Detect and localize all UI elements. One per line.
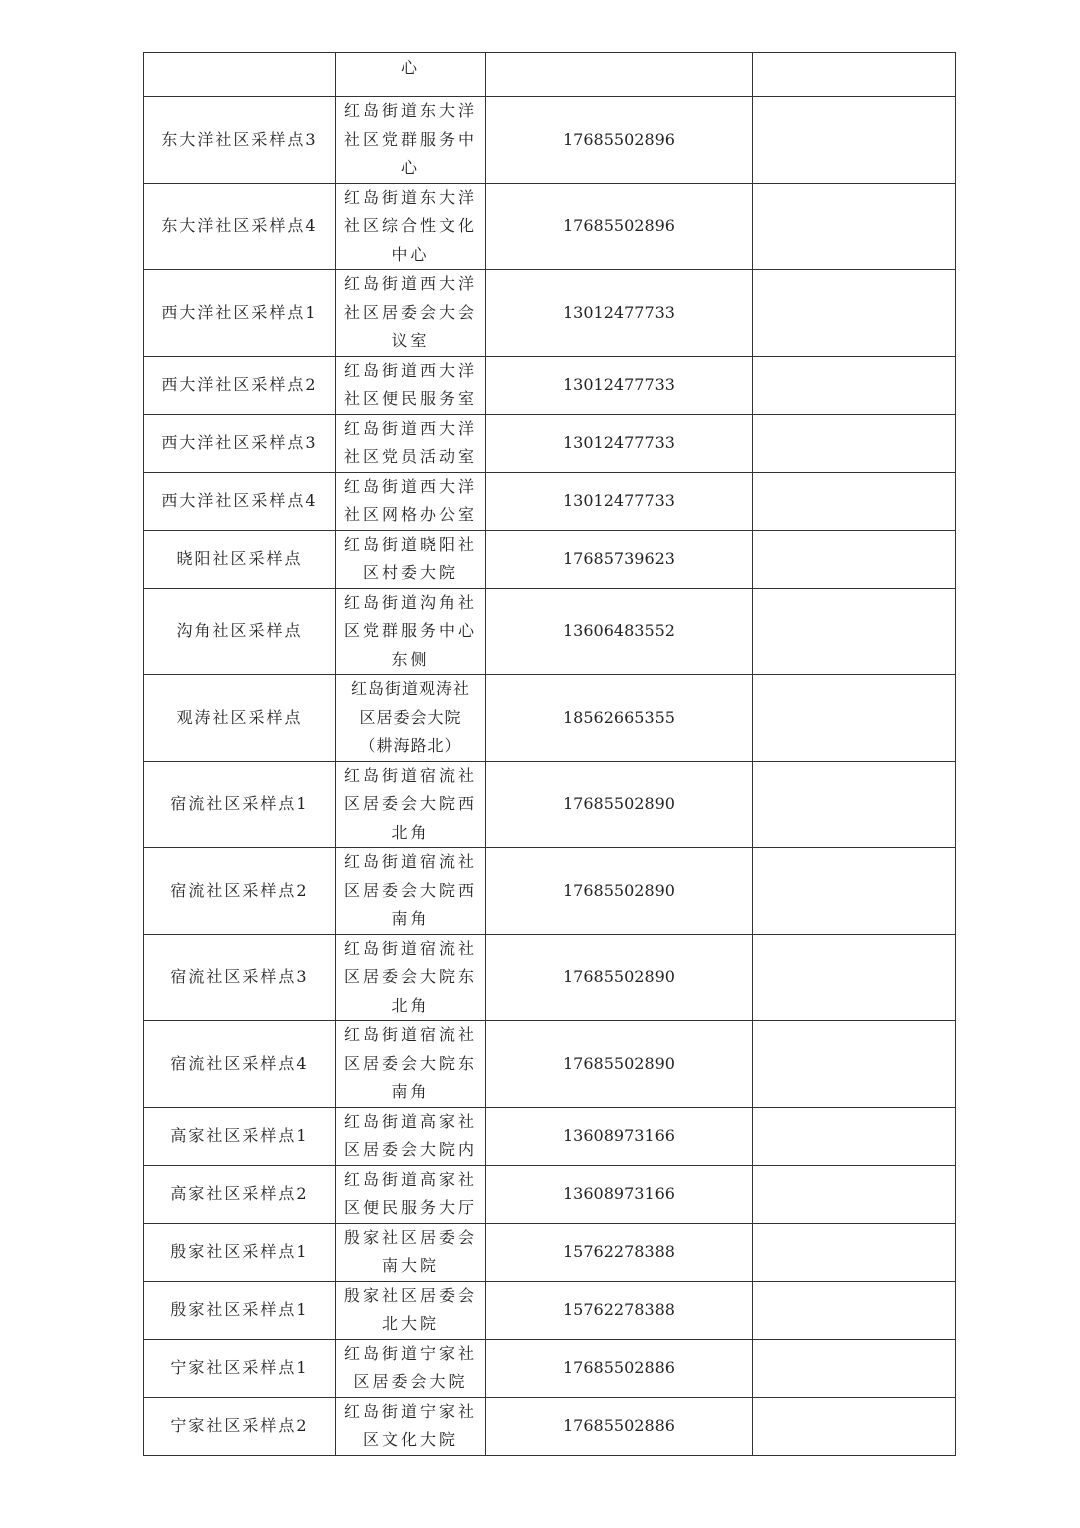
note-cell <box>753 1397 956 1455</box>
phone-cell: 17685502890 <box>486 1021 753 1108</box>
table-row <box>144 472 956 530</box>
phone-cell: 13012477733 <box>486 356 753 414</box>
site-address-cell: 红岛街道宿流社 区居委会大院西 南角 <box>336 848 486 935</box>
site-address-cell: 红岛街道高家社 区居委会大院内 <box>336 1107 486 1165</box>
phone-cell: 17685739623 <box>486 530 753 588</box>
note-cell <box>753 1021 956 1108</box>
sampling-sites-table <box>143 52 956 1456</box>
note-cell <box>753 761 956 848</box>
note-cell <box>753 675 956 762</box>
table-row <box>144 675 956 762</box>
phone-cell: 17685502886 <box>486 1339 753 1397</box>
note-cell <box>753 1223 956 1281</box>
phone-cell <box>486 53 753 97</box>
site-address-cell: 心 <box>336 53 486 97</box>
table-row <box>144 530 956 588</box>
site-address-cell: 红岛街道东大洋 社区综合性文化 中心 <box>336 183 486 270</box>
phone-cell: 13012477733 <box>486 472 753 530</box>
site-name-cell: 高家社区采样点2 <box>144 1165 336 1223</box>
note-cell <box>753 97 956 184</box>
site-name-cell: 西大洋社区采样点3 <box>144 414 336 472</box>
note-cell <box>753 588 956 675</box>
note-cell <box>753 270 956 357</box>
site-address-cell: 红岛街道西大洋 社区党员活动室 <box>336 414 486 472</box>
phone-cell: 17685502886 <box>486 1397 753 1455</box>
note-cell <box>753 1165 956 1223</box>
table-row <box>144 1281 956 1339</box>
site-address-cell: 红岛街道东大洋 社区党群服务中 心 <box>336 97 486 184</box>
phone-cell: 13608973166 <box>486 1165 753 1223</box>
site-address-cell: 红岛街道宁家社 区居委会大院 <box>336 1339 486 1397</box>
site-name-cell: 宁家社区采样点1 <box>144 1339 336 1397</box>
phone-cell: 13606483552 <box>486 588 753 675</box>
note-cell <box>753 356 956 414</box>
table-row <box>144 1223 956 1281</box>
table-row <box>144 1339 956 1397</box>
table-row <box>144 588 956 675</box>
site-address-cell: 红岛街道宿流社 区居委会大院西 北角 <box>336 761 486 848</box>
table-body <box>144 53 956 1456</box>
site-name-cell: 晓阳社区采样点 <box>144 530 336 588</box>
note-cell <box>753 934 956 1021</box>
table-row <box>144 97 956 184</box>
site-name-cell: 殷家社区采样点1 <box>144 1281 336 1339</box>
phone-cell: 13012477733 <box>486 270 753 357</box>
site-name-cell <box>144 53 336 97</box>
site-address-cell: 红岛街道晓阳社 区村委大院 <box>336 530 486 588</box>
phone-cell: 15762278388 <box>486 1281 753 1339</box>
site-name-cell: 东大洋社区采样点3 <box>144 97 336 184</box>
site-address-cell: 红岛街道宿流社 区居委会大院东 南角 <box>336 1021 486 1108</box>
table-row <box>144 1107 956 1165</box>
table-row <box>144 761 956 848</box>
phone-cell: 17685502896 <box>486 97 753 184</box>
table-row <box>144 356 956 414</box>
table-row <box>144 1165 956 1223</box>
site-name-cell: 宿流社区采样点1 <box>144 761 336 848</box>
note-cell <box>753 848 956 935</box>
site-name-cell: 观涛社区采样点 <box>144 675 336 762</box>
phone-cell: 18562665355 <box>486 675 753 762</box>
table-row <box>144 848 956 935</box>
site-name-cell: 沟角社区采样点 <box>144 588 336 675</box>
site-name-cell: 东大洋社区采样点4 <box>144 183 336 270</box>
site-address-cell: 红岛街道沟角社 区党群服务中心 东侧 <box>336 588 486 675</box>
phone-cell: 13012477733 <box>486 414 753 472</box>
site-address-cell: 红岛街道西大洋 社区网格办公室 <box>336 472 486 530</box>
site-address-cell: 红岛街道观涛社 区居委会大院 （耕海路北） <box>336 675 486 762</box>
site-name-cell: 西大洋社区采样点1 <box>144 270 336 357</box>
site-name-cell: 宿流社区采样点2 <box>144 848 336 935</box>
site-address-cell: 红岛街道宿流社 区居委会大院东 北角 <box>336 934 486 1021</box>
site-address-cell: 殷家社区居委会 北大院 <box>336 1281 486 1339</box>
site-address-cell: 红岛街道西大洋 社区便民服务室 <box>336 356 486 414</box>
phone-cell: 17685502896 <box>486 183 753 270</box>
site-name-cell: 西大洋社区采样点2 <box>144 356 336 414</box>
table-row <box>144 934 956 1021</box>
table-row <box>144 183 956 270</box>
phone-cell: 17685502890 <box>486 761 753 848</box>
table-row <box>144 414 956 472</box>
note-cell <box>753 183 956 270</box>
site-name-cell: 宿流社区采样点3 <box>144 934 336 1021</box>
phone-cell: 13608973166 <box>486 1107 753 1165</box>
phone-cell: 17685502890 <box>486 848 753 935</box>
site-name-cell: 宁家社区采样点2 <box>144 1397 336 1455</box>
table-row <box>144 270 956 357</box>
site-name-cell: 宿流社区采样点4 <box>144 1021 336 1108</box>
note-cell <box>753 414 956 472</box>
note-cell <box>753 1281 956 1339</box>
phone-cell: 15762278388 <box>486 1223 753 1281</box>
table-row <box>144 1021 956 1108</box>
note-cell <box>753 1107 956 1165</box>
table-row <box>144 1397 956 1455</box>
site-name-cell: 高家社区采样点1 <box>144 1107 336 1165</box>
site-name-cell: 殷家社区采样点1 <box>144 1223 336 1281</box>
note-cell <box>753 1339 956 1397</box>
site-name-cell: 西大洋社区采样点4 <box>144 472 336 530</box>
site-address-cell: 红岛街道宁家社 区文化大院 <box>336 1397 486 1455</box>
site-address-cell: 红岛街道高家社 区便民服务大厅 <box>336 1165 486 1223</box>
table-row <box>144 53 956 97</box>
site-address-cell: 殷家社区居委会 南大院 <box>336 1223 486 1281</box>
note-cell <box>753 53 956 97</box>
phone-cell: 17685502890 <box>486 934 753 1021</box>
note-cell <box>753 472 956 530</box>
site-address-cell: 红岛街道西大洋 社区居委会大会 议室 <box>336 270 486 357</box>
note-cell <box>753 530 956 588</box>
